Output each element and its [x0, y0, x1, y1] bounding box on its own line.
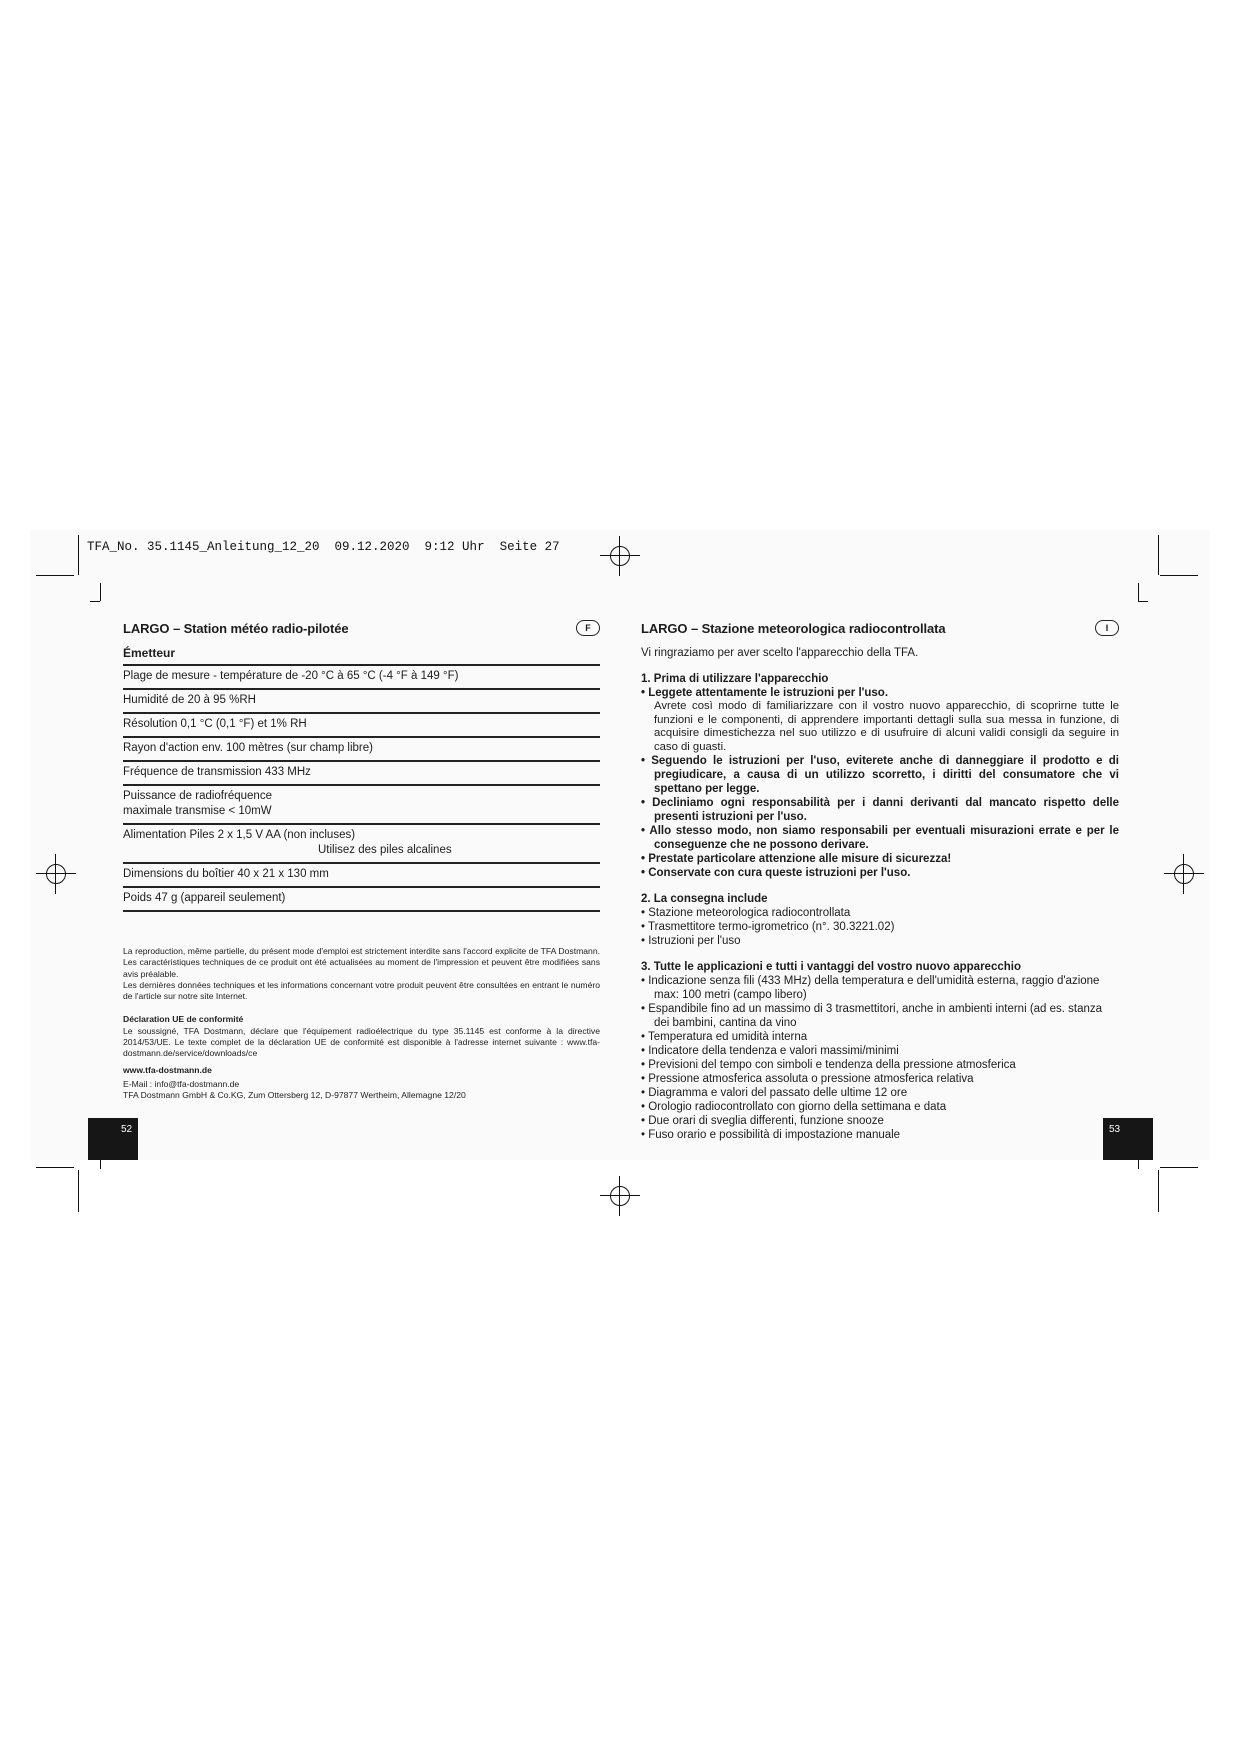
- list-item: • Indicazione senza fili (433 MHz) della temperatura e dell'umidità esterna, raggio d'azione max: 100 metri (campo libero): [641, 975, 1100, 1002]
- language-badge: I: [1095, 620, 1119, 636]
- spec-table: [123, 664, 600, 912]
- page-title: LARGO – Station météo radio-pilotée: [123, 621, 349, 636]
- crop-mark: [90, 601, 100, 602]
- list-item: • Stazione meteorologica radiocontrollata: [641, 907, 851, 920]
- copyright-notice: La reproduction, même partielle, du présent mode d'emploi est strictement interdite sans l'accord explicite de TFA Dostmann. Les caractéristiques techniques de ce produit ont été actualisées au moment de l'impression et peuvent être modifiées sans avis préalable.: [123, 946, 600, 979]
- list-item: • Pressione atmosferica assoluta o pressione atmosferica relativa: [641, 1073, 974, 1086]
- crop-mark: [1158, 1170, 1159, 1212]
- list-item: • Diagramma e valori del passato delle ultime 12 ore: [641, 1087, 908, 1100]
- spec-row: Dimensions du boîtier 40 x 21 x 130 mm: [123, 864, 600, 888]
- section-heading: Émetteur: [123, 646, 176, 660]
- page-number-box: [1103, 1118, 1153, 1160]
- spec-row: Plage de mesure - température de -20 °C à 65 °C (-4 °F à 149 °F): [123, 666, 600, 690]
- section-title: 1. Prima di utilizzare l'apparecchio: [641, 673, 829, 685]
- declaration-text: Le soussigné, TFA Dostmann, déclare que l'équipement radioélectrique du type 35.1145 est conforme à la directive 2014/53/UE. Le texte complet de la déclaration UE de conformité est disponible à l'adresse internet suivante : www.tfa-dostmann.de/service/downloads/ce: [123, 1025, 600, 1059]
- crop-mark: [78, 535, 79, 575]
- crop-mark: [1158, 535, 1159, 575]
- spec-row: Poids 47 g (appareil seulement): [123, 888, 600, 912]
- page-title: LARGO – Stazione meteorologica radiocontrollata: [641, 621, 946, 636]
- spec-row: Humidité de 20 à 95 %RH: [123, 690, 600, 714]
- website-link[interactable]: www.tfa-dostmann.de: [123, 1064, 212, 1075]
- list-item: • Temperatura ed umidità interna: [641, 1031, 808, 1044]
- language-badge: F: [576, 620, 600, 636]
- section-title: 3. Tutte le applicazioni e tutti i vantaggi del vostro nuovo apparecchio: [641, 961, 1021, 974]
- crop-mark: [1138, 601, 1148, 602]
- spec-row: Fréquence de transmission 433 MHz: [123, 762, 600, 786]
- crop-mark: [1160, 575, 1198, 576]
- print-slug: TFA_No. 35.1145_Anleitung_12_20 09.12.2020 9:12 Uhr Seite 27: [87, 540, 560, 554]
- list-item: • Trasmettitore termo-igrometrico (n°. 30.3221.02): [641, 921, 895, 934]
- list-item: • Orologio radiocontrollato con giorno della settimana e data: [641, 1101, 947, 1114]
- registration-mark: [600, 1176, 640, 1216]
- bullet-item: • Allo stesso modo, non siamo responsabili per eventuali misurazioni errate e per le conseguenze che ne possono derivare.: [641, 825, 1119, 852]
- spec-row: Puissance de radiofréquence maximale transmise < 10mW: [123, 786, 600, 825]
- spec-row: Rayon d'action env. 100 mètres (sur champ libre): [123, 738, 600, 762]
- crop-mark: [36, 1167, 74, 1168]
- registration-mark: [600, 536, 640, 576]
- technical-data-notice: Les dernières données techniques et les informations concernant votre produit peuvent être consultées en entrant le numéro de l'article sur notre site Internet.: [123, 979, 600, 1002]
- spec-row: Alimentation Piles 2 x 1,5 V AA (non incluses) Utilisez des piles alcalines: [123, 825, 600, 864]
- left-page: [123, 620, 600, 912]
- crop-mark: [1160, 1167, 1198, 1168]
- bullet-item: • Decliniamo ogni responsabilità per i danni derivanti dal mancato rispetto delle presenti istruzioni per l'uso.: [641, 797, 1119, 824]
- right-page: [641, 620, 1119, 1142]
- registration-mark: [1164, 854, 1204, 894]
- crop-mark: [1138, 583, 1139, 601]
- list-item: • Fuso orario e possibilità di impostazione manuale: [641, 1129, 901, 1142]
- bullet-item: • Leggete attentamente le istruzioni per l'uso.: [641, 687, 889, 699]
- bullet-item: • Prestate particolare attenzione alle misure di sicurezza!: [641, 853, 952, 866]
- legal-notice: [123, 946, 600, 1102]
- crop-mark: [36, 575, 74, 576]
- list-item: • Istruzioni per l'uso: [641, 935, 741, 948]
- bullet-paragraph: Avrete così modo di familiarizzare con il vostro nuovo apparecchio, di scoprirne tutte le funzioni e le componenti, di apprendere importanti dettagli sulla sua messa in funzione, di acquisire dimestichezza nel suo utilizzo e di usufruire di alcuni validi consigli da seguire in caso di guasti.: [654, 700, 1119, 753]
- page-number-box: [88, 1118, 138, 1160]
- crop-mark: [100, 583, 101, 601]
- registration-mark: [36, 854, 76, 894]
- email-line: E-Mail : info@tfa-dostmann.de: [123, 1078, 240, 1089]
- address-line: TFA Dostmann GmbH & Co.KG, Zum Ottersberg 12, D-97877 Wertheim, Allemagne 12/20: [123, 1090, 466, 1101]
- bullet-item: • Conservate con cura queste istruzioni per l'uso.: [641, 867, 911, 880]
- list-item: • Due orari di sveglia differenti, funzione snooze: [641, 1115, 884, 1128]
- section-title: 2. La consegna include: [641, 893, 768, 906]
- intro-text: Vi ringraziamo per aver scelto l'apparecchio della TFA.: [641, 647, 919, 659]
- page-number: 53: [1109, 1124, 1121, 1135]
- declaration-title: Déclaration UE de conformité: [123, 1014, 244, 1025]
- list-item: • Indicatore della tendenza e valori massimi/minimi: [641, 1045, 899, 1058]
- crop-mark: [78, 1170, 79, 1212]
- bullet-item: • Seguendo le istruzioni per l'uso, eviterete anche di danneggiare il prodotto e di pregiudicare, a causa di un utilizzo scorretto, i diritti del consumatore che vi spettano per legge.: [641, 755, 1119, 796]
- spec-row: Résolution 0,1 °C (0,1 °F) et 1% RH: [123, 714, 600, 738]
- list-item: • Espandibile fino ad un massimo di 3 trasmettitori, anche in ambienti interni (ad es. stanza dei bambini, cantina da vino: [641, 1003, 1103, 1030]
- list-item: • Previsioni del tempo con simboli e tendenza della pressione atmosferica: [641, 1059, 1016, 1072]
- page-number: 52: [121, 1124, 133, 1135]
